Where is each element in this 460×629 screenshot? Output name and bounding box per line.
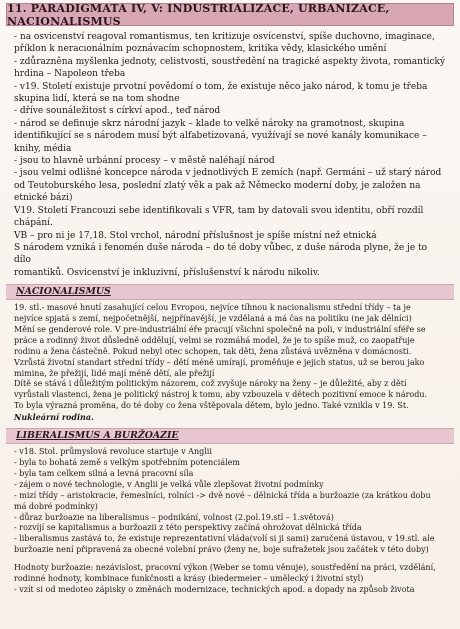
text-line: hrdina – Napoleon třeba (14, 69, 126, 80)
text-line: Dítě se stává i důležitým politickým názorem, což zvyšuje nároky na ženy – je důležité, aby z dětí (14, 379, 407, 389)
text-line: chápání. (14, 218, 53, 229)
text-line: 19. stl.- masové hnutí zasahující celou Evropou, nejvíce tíhnou k nacionalismu střední třídy – ta je (14, 303, 411, 313)
liberalismus-heading: LIBERALISMUS A BURŽOAZIE (6, 428, 454, 444)
text-line: - liberalismus zastává to, že existuje reprezentativní vláda(volí si ji sami) zaručená ústavou, v 19.stl. ale (14, 534, 435, 544)
text-line: - na osvicenství reagoval romantismus, ten kritizuje osvícenství, spíše duchovno, imaginace, (14, 32, 435, 42)
text-line: od Teutoburského lesa, poslední zlatý věk a pak až Německo moderní doby, je založen na (14, 180, 421, 191)
text-line: - zájem o nové technologie, v Anglii je velká vůle zlepšovat životní podmínky (14, 479, 324, 489)
text-line: - národ se definuje skrz národní jazyk – klade to velké nároky na gramotnost, skupina (14, 118, 405, 129)
text-line: rodinu a žena částečně. Pokud nebyl otec schopen, tak děti, žena zůstává uvězněna v domácnosti. (14, 346, 412, 356)
text-line: rodinné hodnoty, kombinace funkčnosti a krásy (biedermeier – umělecký i životní styl) (14, 574, 364, 584)
text-line: - byla tam celkem silná a levná pracovní síla (14, 468, 194, 478)
text-line: romantiků. Osvicenství je inkluzivní, příslušenství k národu nikoliv. (14, 267, 320, 278)
text-line: - jsou velmi odlišné koncepce národa v jednotlivých E zemích (např. Germáni – už starý národ (14, 168, 442, 179)
text-line: identifikující se s národem musí být alfabetizovaná, využívají se nové kanály komunikace – (14, 131, 427, 142)
liberalismus-section (4, 446, 456, 558)
text-line: - rozvíjí se kapitalismus a buržoazii z této perspektivy začíná ohrožovat dělnická třída (14, 523, 362, 533)
text-line: má dobré podmínky) (14, 501, 98, 511)
text-line: V19. Století Francouzi sebe identifikovali s VFR, tam by datovali svou identitu, obří rozdíl (14, 205, 424, 216)
text-line: - dříve sounáležitost s církví apod., teď národ (14, 106, 221, 117)
page-title: 11. PARADIGMATA IV, V: INDUSTRIALIZACE, URBANIZACE, NACIONALISMUS (6, 3, 454, 26)
text-line: - v18. Stol. průmyslová revoluce startuje v Anglii (14, 447, 212, 457)
text-line: práce a rodinný život důsledně oddělují, velmi se rozmáhá model, že je to spíše muž, co zaopatřuje (14, 335, 415, 345)
text-line: - v19. Století existuje prvotní povědomí o tom, že existuje něco jako národ, k tomu je třeba (14, 81, 428, 92)
text-line: - jsou to hlavně urbánní procesy – v městě naléhají národ (14, 156, 275, 167)
text-line: knihy, média (14, 143, 72, 154)
text-line: skupina lidí, která se na tom shodne (14, 94, 180, 105)
text-line: VB – pro ni je 17,18. Stol vrchol, národní příslušnost je spíše místní než etnická (14, 230, 377, 241)
nacionalismus-heading: NACIONALISMUS (6, 284, 454, 300)
text-line: - zdůrazněna myšlenka jednoty, celistvosti, soustředění na tragické aspekty života, romantický (14, 56, 446, 67)
text-line: příklon k neracıonálním poznávacím schopnostem, kritika vědy, klasického umění (14, 44, 387, 55)
text-line: - mizí třídy – aristokracie, řemeslníci, rolníci -> dvě nové – dělnická třída a buržoazie (za krátkou dobu (14, 490, 431, 500)
text-line: Hodnoty buržoazie: nezávislost, pracovní výkon (Weber se tomu věnuje), soustředění na práci, vzdělání, (14, 563, 436, 573)
text-line: etnické bázi) (14, 193, 73, 204)
nacionalismus-section (4, 302, 456, 425)
text-line: buržoazie není připravená za obecné volební právo (ženy ne, boje sufražetek jsou začátek v této doby) (14, 545, 429, 555)
hodnoty-section (4, 562, 456, 598)
text-line: mimina, že přežijí, lidé mají méně dětí, ale přežijí (14, 368, 215, 378)
text-line: To byla výrazná proměna, do té doby co žena vštěpovala dětem, bylo jedno. Také vznikla v 19. St. (14, 401, 409, 411)
text-line: Vzrůstá životní standart střední třídy – dětí méně umírají, proměňuje e jejich status, už se berou jako (14, 357, 425, 367)
nukleární-rodina-line: Nukleární rodina. (14, 412, 94, 423)
text-line: - byla to bohatá země s velkým spotřebním potenciálem (14, 458, 240, 467)
text-line: - vzít si od medoteo zápisky o změnách modernizace, technických apod. a dopady na způsob života (14, 584, 415, 594)
text-line: nejvíce spjatá s zemí, nejpočetnější, nejpřínavější, je vzdělaná a má čas na politiku (ne jak dělníci) (14, 314, 412, 324)
text-line: - důraz buržoazie na liberalismus – podnikání, volnost (2.pol.19.stl – 1.světová) (14, 512, 334, 522)
text-line: vyrůstali vlastenci, žena je politický nástroj k tomu, aby vzbouzela v dětech pozitivní emoce k národu. (14, 390, 428, 400)
text-line: Mění se genderové role. V pre-industriální éře pracují všichni společně na poli, v industriální sféře se (14, 324, 426, 334)
text-line: S národem vzniká i fenomén duše národa – do té doby vůbec, z duše národa plyne, že je to dílo (14, 242, 428, 266)
intro-section (4, 30, 456, 281)
